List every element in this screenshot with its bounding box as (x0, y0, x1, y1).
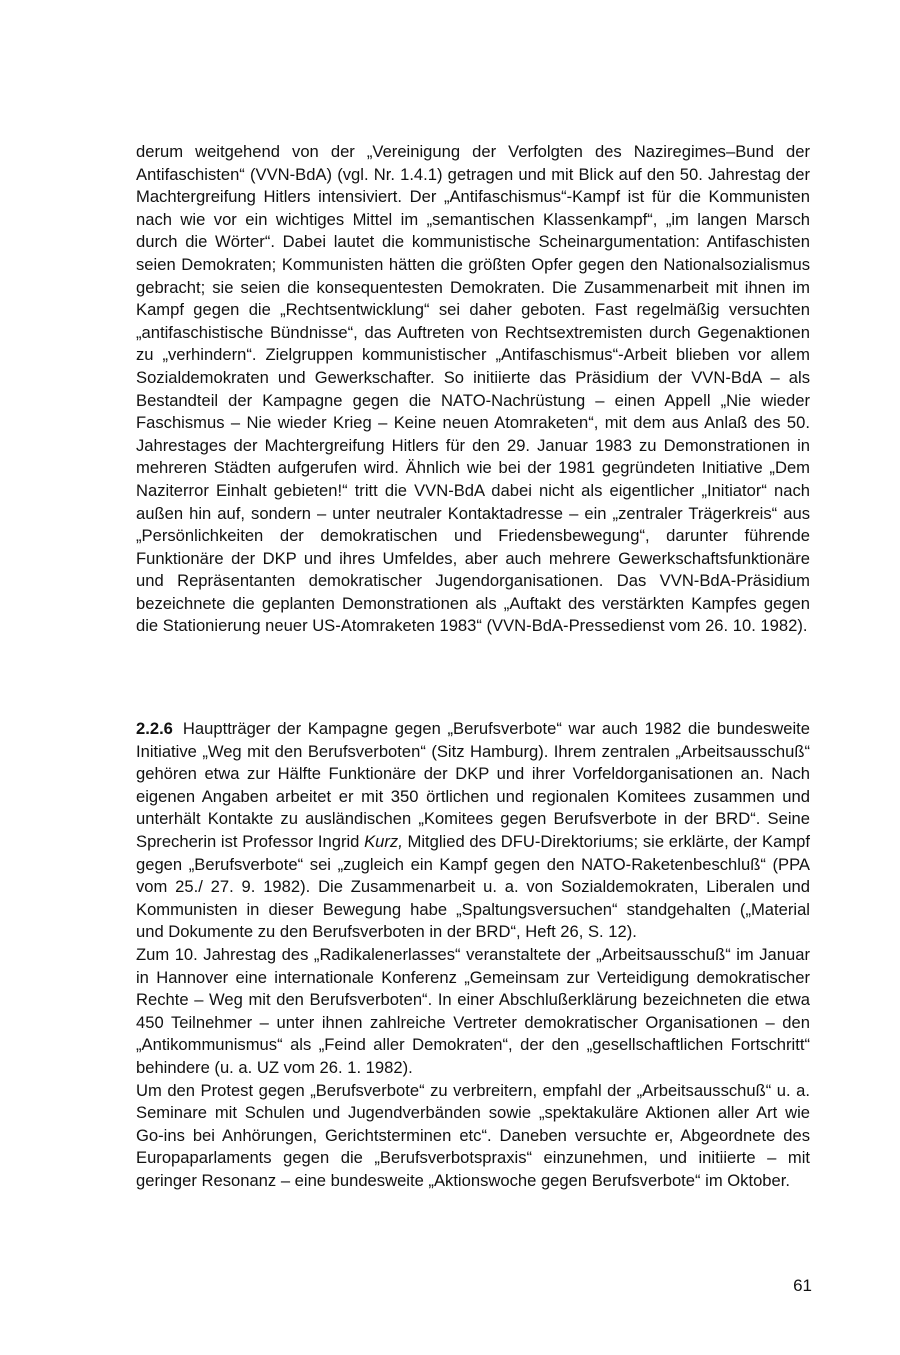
paragraph-radikalenerlass: Zum 10. Jahrestag des „Radikalenerlasses“ veranstaltete der „Arbeitsausschuß“ im Januar in Hannover eine internationale Konferenz „Gemeinsam zur Verteidigung demokratischer Rechte – Weg mit den Berufsverboten“. In einer Abschlußerklärung bezeichneten die etwa 450 Teilnehmer – unter ihnen zahlreiche Vertreter demokratischer Organisationen – den „Antikommunismus“ als „Feind aller Demokraten“, der den „gesellschaftlichen Fortschritt“ behindere (u. a. UZ vom 26. 1. 1982). (136, 944, 810, 1077)
paragraph-berufsverbote (136, 718, 810, 944)
person-name-italic: Kurz, (364, 831, 403, 851)
page-number: 61 (793, 1276, 812, 1295)
paragraph-antifaschismus: derum weitgehend von der „Vereinigung der Verfolgten des Naziregimes–Bund der Antifaschisten“ (VVN-BdA) (vgl. Nr. 1.4.1) getragen und mit Blick auf den 50. Jahrestag der Machtergreifung Hitlers intensiviert. Der „Antifaschismus“-Kampf ist für die Kommunisten nach wie vor ein wichtiges Mittel im „semantischen Klassenkampf“, „im langen Marsch durch die Wörter“. Dabei lautet die kommunistische Scheinargumentation: Antifaschisten seien Demokraten; Kommunisten hätten die größten Opfer gegen den Nationalsozialismus gebracht; sie seien die konsequentesten Demokraten. Die Zusammenarbeit mit ihnen im Kampf gegen die „Rechtsentwicklung“ sei daher geboten. Fast regelmäßig versuchten „antifaschistische Bündnisse“, das Auftreten von Rechtsextremisten durch Gegenaktionen zu „verhindern“. Zielgruppen kommunistischer „Antifaschismus“-Arbeit blieben vor allem Sozialdemokraten und Gewerkschafter. So initiierte das Präsidium der VVN-BdA – als Bestandteil der Kampagne gegen die NATO-Nachrüstung – einen Appell „Nie wieder Faschismus – Nie wieder Krieg – Keine neuen Atomraketen“, mit dem aus Anlaß des 50. Jahrestages der Machtergreifung Hitlers für den 29. Januar 1983 zu Demonstrationen in mehreren Städten aufgerufen wird. Ähnlich wie bei der 1981 gegründeten Initiative „Dem Naziterror Einhalt gebieten!“ tritt die VVN-BdA dabei nicht als eigentlicher „Initiator“ nach außen hin auf, sondern – unter neutraler Kontaktadresse – ein „zentraler Trägerkreis“ aus „Persönlichkeiten der demokratischen und Friedensbewegung“, darunter führende Funktionäre der DKP und ihres Umfeldes, aber auch mehrere Gewerkschaftsfunktionäre und Repräsentanten demokratischer Jugendorganisationen. Das VVN-BdA-Präsidium bezeichnete die geplanten Demonstrationen als „Auftakt des verstärkten Kampfes gegen die Stationierung neuer US-Atomraketen 1983“ (VVN-BdA-Pressedienst vom 26. 10. 1982). (136, 142, 810, 636)
section-text-part-a: Hauptträger der Kampagne gegen „Berufsverbote“ war auch 1982 die bundesweite Initiative „Weg mit den Berufsverboten“ (Sitz Hamburg). Ihrem zentralen „Arbeitsausschuß“ gehören etwa zur Hälfte Funktionäre der DKP und ihrer Vorfeldorganisationen an. Nach eigenen Angaben arbeitet er mit 350 örtlichen und regionalen Komitees zusammen und unterhält Kontakte zu ausländischen „Komitees gegen Berufsverbote in der BRD“. Seine Sprecherin ist Professor Ingrid (136, 719, 810, 851)
section-text-part-b: Mitglied des DFU-Direktoriums; sie erklärte, der Kampf gegen „Berufsverbote“ sei „zugleich ein Kampf gegen den NATO-Raketenbeschluß“ (PPA vom 25./ 27. 9. 1982). Die Zusammenarbeit u. a. von Sozialdemokraten, Liberalen und Kommunisten in dieser Bewegung habe „Spaltungsversuchen“ standgehalten („Material und Dokumente zu den Berufsverboten in der BRD“, Heft 26, S. 12). (136, 831, 810, 942)
section-number: 2.2.6 (136, 719, 173, 738)
section-2-2-6 (136, 718, 810, 1192)
paragraph-protest: Um den Protest gegen „Berufsverbote“ zu verbreitern, empfahl der „Arbeitsausschuß“ u. a. Seminare mit Schulen und Jugendverbänden sowie „spektakuläre Aktionen aller Art wie Go-ins bei Anhörungen, Gerichtsterminen etc“. Daneben versuchte er, Abgeordnete des Europaparlaments gegen die „Berufsverbotspraxis“ einzunehmen, und initiierte – mit geringer Resonanz – eine bundesweite „Aktionswoche gegen Berufsverbote“ im Oktober. (136, 1080, 810, 1190)
text-block-top (136, 141, 810, 638)
